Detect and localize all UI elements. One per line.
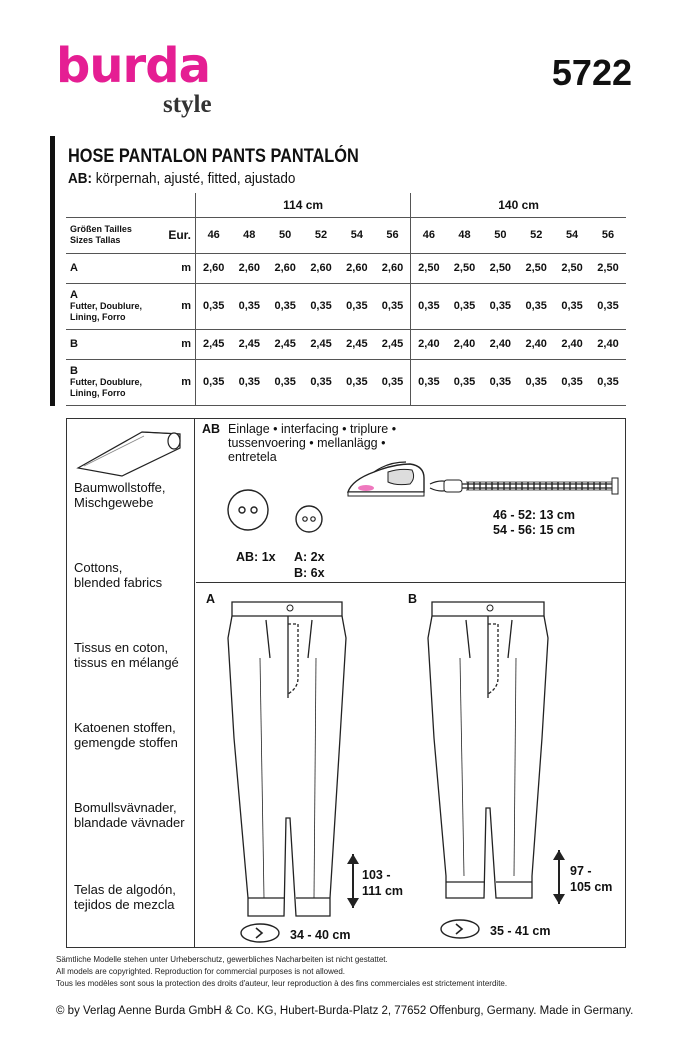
value-cell: 2,45 xyxy=(267,329,303,359)
fabric-line: tissus en mélangé xyxy=(74,655,179,670)
view-a-hem: 34 - 40 cm xyxy=(290,928,351,942)
view-b-hem: 35 - 41 cm xyxy=(490,924,551,938)
hem-circumference-a-icon xyxy=(238,920,282,946)
eur-label: Eur. xyxy=(162,217,196,253)
table-row xyxy=(66,253,626,283)
row-unit: m xyxy=(162,329,196,359)
value-cell: 0,35 xyxy=(554,283,590,329)
value-cell: 0,35 xyxy=(554,359,590,405)
fabric-line: tejidos de mezcla xyxy=(74,897,175,912)
small-button-icon xyxy=(294,504,324,534)
fabric-sv xyxy=(74,800,185,830)
fabric-line: Cottons, xyxy=(74,560,123,575)
value-cell: 2,50 xyxy=(411,253,447,283)
value-cell: 0,35 xyxy=(375,283,411,329)
brand-logo: burda xyxy=(56,38,210,94)
title-bar xyxy=(50,136,55,406)
notions-divider xyxy=(196,582,626,583)
value-cell: 0,35 xyxy=(339,283,375,329)
copyright-line: © by Verlag Aenne Burda GmbH & Co. KG, Hubert-Burda-Platz 2, 77652 Offenburg, Germany. Made in Germany. xyxy=(56,1005,634,1017)
view-b-label: B xyxy=(408,592,418,606)
fabric-en xyxy=(74,560,162,590)
row-label-main: A xyxy=(70,289,78,301)
fabric-line: Tissus en coton, xyxy=(74,640,169,655)
fabric-line: Bomullsvävnader, xyxy=(74,800,177,815)
fabric-nl xyxy=(74,720,178,750)
button-qty-b: B: 6x xyxy=(294,566,325,580)
value-cell: 0,35 xyxy=(482,359,518,405)
value-cell: 2,60 xyxy=(375,253,411,283)
fabric-bolt-icon xyxy=(74,426,186,478)
fabric-es xyxy=(74,882,176,912)
row-label-main: B xyxy=(70,365,78,377)
yardage-table xyxy=(66,193,626,406)
subtitle-prefix: AB: xyxy=(68,170,93,187)
zipper-size-2: 54 - 56: 15 cm xyxy=(493,523,575,537)
fabric-line: blandade vävnader xyxy=(74,815,185,830)
size-cell: 54 xyxy=(554,217,590,253)
size-cell: 46 xyxy=(196,217,232,253)
subtitle-text: körpernah, ajusté, fitted, ajustado xyxy=(92,170,296,187)
size-cell: 52 xyxy=(518,217,554,253)
view-b-length-2: 105 cm xyxy=(570,880,613,894)
row-label xyxy=(66,283,162,329)
value-cell: 2,50 xyxy=(518,253,554,283)
table-row xyxy=(66,359,626,405)
table-row xyxy=(66,329,626,359)
value-cell: 0,35 xyxy=(590,359,626,405)
page-subtitle xyxy=(68,171,295,186)
value-cell: 2,50 xyxy=(447,253,483,283)
fabric-line: gemengde stoffen xyxy=(74,735,178,750)
length-arrow-b-icon xyxy=(552,848,566,906)
value-cell: 0,35 xyxy=(375,359,411,405)
value-cell: 2,45 xyxy=(375,329,411,359)
value-cell: 2,40 xyxy=(590,329,626,359)
fabric-line: Baumwollstoffe, xyxy=(74,480,166,495)
width-140-header: 140 cm xyxy=(411,193,626,217)
value-cell: 2,45 xyxy=(196,329,232,359)
size-cell: 46 xyxy=(411,217,447,253)
value-cell: 0,35 xyxy=(267,359,303,405)
brand-logo-style: style xyxy=(163,91,212,118)
size-cell: 54 xyxy=(339,217,375,253)
value-cell: 0,35 xyxy=(518,283,554,329)
value-cell: 2,60 xyxy=(231,253,267,283)
value-cell: 2,50 xyxy=(590,253,626,283)
view-b-length-1: 97 - xyxy=(570,864,592,878)
button-qty-a: A: 2x xyxy=(294,550,325,564)
notions-prefix: AB xyxy=(202,422,221,436)
value-cell: 2,45 xyxy=(231,329,267,359)
value-cell: 0,35 xyxy=(303,283,339,329)
interfacing-line: tussenvoering • mellanlägg • xyxy=(228,436,386,450)
value-cell: 2,40 xyxy=(554,329,590,359)
copyright-notice-fr: Tous les modèles sont sous la protection des droits d'auteur, leur reproduction à des fins commerciales est strictement interdite. xyxy=(56,979,508,988)
value-cell: 0,35 xyxy=(231,359,267,405)
value-cell: 2,40 xyxy=(411,329,447,359)
table-corner xyxy=(66,193,162,217)
value-cell: 2,40 xyxy=(447,329,483,359)
row-label-sub: Futter, Doublure, Lining, Forro xyxy=(70,301,142,322)
fabric-line: Katoenen stoffen, xyxy=(74,720,176,735)
large-button-icon xyxy=(226,488,270,532)
size-cell: 50 xyxy=(267,217,303,253)
zipper-icon xyxy=(428,472,622,498)
hem-circumference-b-icon xyxy=(438,916,482,942)
value-cell: 0,35 xyxy=(231,283,267,329)
value-cell: 2,50 xyxy=(482,253,518,283)
size-cell: 48 xyxy=(447,217,483,253)
row-label: A xyxy=(66,253,162,283)
size-cell: 56 xyxy=(590,217,626,253)
value-cell: 2,60 xyxy=(303,253,339,283)
pants-b-drawing xyxy=(426,598,550,914)
value-cell: 0,35 xyxy=(267,283,303,329)
length-arrow-a-icon xyxy=(346,852,360,910)
copyright-notice-de: Sämtliche Modelle stehen unter Urheberschutz, gewerbliches Nacharbeiten ist nicht gestattet. xyxy=(56,955,388,964)
interfacing-line: entretela xyxy=(228,450,277,464)
row-unit: m xyxy=(162,253,196,283)
copyright-notice-en: All models are copyrighted. Reproduction for commercial purposes is not allowed. xyxy=(56,967,346,976)
value-cell: 0,35 xyxy=(518,359,554,405)
pants-a-drawing xyxy=(226,598,348,928)
fabric-column xyxy=(66,418,195,948)
size-label xyxy=(66,217,162,253)
size-cell: 48 xyxy=(231,217,267,253)
row-label: B xyxy=(66,329,162,359)
width-114-header: 114 cm xyxy=(196,193,411,217)
value-cell: 0,35 xyxy=(411,283,447,329)
value-cell: 2,60 xyxy=(339,253,375,283)
table-row xyxy=(66,283,626,329)
table-corner-unit xyxy=(162,193,196,217)
fabric-de xyxy=(74,480,166,510)
fabric-line: Mischgewebe xyxy=(74,495,154,510)
value-cell: 0,35 xyxy=(196,283,232,329)
value-cell: 0,35 xyxy=(590,283,626,329)
value-cell: 2,45 xyxy=(339,329,375,359)
view-a-label: A xyxy=(206,592,216,606)
interfacing-line: Einlage • interfacing • triplure • xyxy=(228,422,397,436)
fabric-fr xyxy=(74,640,179,670)
view-a-length-2: 111 cm xyxy=(362,884,404,898)
size-cell: 52 xyxy=(303,217,339,253)
pattern-number: 5722 xyxy=(551,52,632,93)
value-cell: 2,60 xyxy=(267,253,303,283)
value-cell: 0,35 xyxy=(411,359,447,405)
value-cell: 0,35 xyxy=(482,283,518,329)
size-label-line1: Größen Tailles xyxy=(70,224,132,234)
value-cell: 2,45 xyxy=(303,329,339,359)
value-cell: 0,35 xyxy=(447,359,483,405)
page-title: HOSE PANTALON PANTS PANTALÓN xyxy=(68,146,359,167)
row-label xyxy=(66,359,162,405)
size-label-line2: Sizes Tallas xyxy=(70,235,121,245)
value-cell: 0,35 xyxy=(447,283,483,329)
value-cell: 0,35 xyxy=(196,359,232,405)
button-qty-ab: AB: 1x xyxy=(236,550,276,564)
value-cell: 2,60 xyxy=(196,253,232,283)
value-cell: 2,40 xyxy=(482,329,518,359)
iron-icon xyxy=(344,458,428,502)
value-cell: 2,40 xyxy=(518,329,554,359)
zipper-size-1: 46 - 52: 13 cm xyxy=(493,508,575,522)
value-cell: 0,35 xyxy=(303,359,339,405)
row-label-sub: Futter, Doublure, Lining, Forro xyxy=(70,377,142,398)
fabric-line: Telas de algodón, xyxy=(74,882,176,897)
row-unit: m xyxy=(162,283,196,329)
value-cell: 2,50 xyxy=(554,253,590,283)
view-a-length-1: 103 - xyxy=(362,868,391,882)
size-cell: 50 xyxy=(482,217,518,253)
row-unit: m xyxy=(162,359,196,405)
fabric-line: blended fabrics xyxy=(74,575,163,590)
size-cell: 56 xyxy=(375,217,411,253)
value-cell: 0,35 xyxy=(339,359,375,405)
